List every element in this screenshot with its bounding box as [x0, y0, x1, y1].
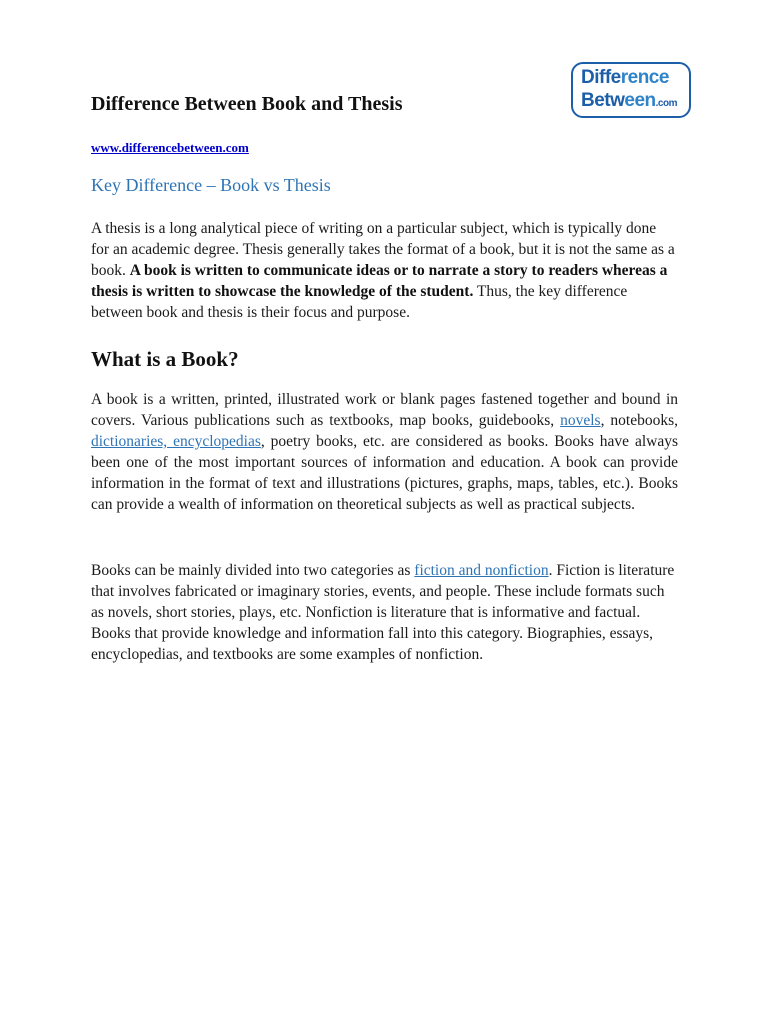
logo-line-2: Between.com [581, 90, 677, 111]
book-paragraph-1: A book is a written, printed, illustrated work or blank pages fastened together and bound in covers. Various publications such as textbooks, map books, guidebooks, novels, notebooks, dictionaries, encyclopedias, poetry books, etc. are considered as books. Books have always been one of the most important sources of information and education. A book can provide information in the format of text and illustrations (pictures, graphs, maps, tables, etc.). Books can provide a wealth of information on theoretical subjects as well as practical subjects. [91, 391, 679, 513]
dictionaries-encyclopedias-link[interactable]: dictionaries, encyclopedias [91, 433, 261, 450]
book-paragraph-2: Books can be mainly divided into two categories as fiction and nonfiction. Fiction is literature that involves fabricated or imaginary stories, events, and people. These include formats such as novels, short stories, plays, etc. Nonfiction is literature that is informative and factual. Books that provide knowledge and information fall into this category. Biographies, essays, encyclopedias, and textbooks are some examples of nonfiction. [91, 562, 675, 663]
key-difference-paragraph: A thesis is a long analytical piece of writing on a particular subject, which is typically done for an academic degree. Thesis generally takes the format of a book, but it is not the same as a book. A book is written to communicate ideas or to narrate a story to readers whereas a thesis is written to showcase the knowledge of the student. Thus, the key difference between book and thesis is their focus and purpose. [91, 220, 675, 321]
page-title: Difference Between Book and Thesis [91, 93, 403, 115]
difference-between-logo[interactable] [571, 62, 691, 118]
novels-link[interactable]: novels [560, 412, 601, 429]
key-difference-heading: Key Difference – Book vs Thesis [91, 175, 331, 195]
site-url-link[interactable]: www.differencebetween.com [91, 140, 249, 155]
key-difference-bold-text: A book is written to communicate ideas or to narrate a story to readers whereas a thesis is written to showcase the knowledge of the student. [91, 262, 668, 300]
fiction-nonfiction-link[interactable]: fiction and nonfiction [414, 562, 549, 579]
what-is-book-heading: What is a Book? [91, 347, 239, 371]
logo-line-1: Difference [581, 67, 669, 88]
